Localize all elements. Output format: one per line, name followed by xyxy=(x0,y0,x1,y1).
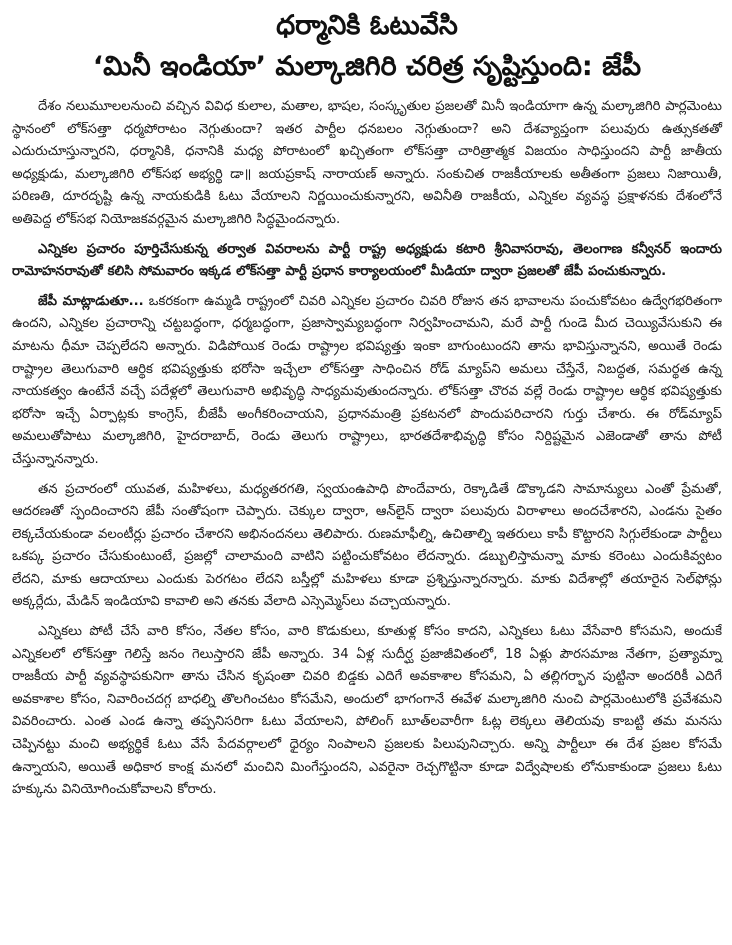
article-paragraph-1: దేశం నలుమూలలనుంచి వచ్చిన వివిధ కులాల, మతాల, భాషల, సంస్కృతుల ప్రజలతో మినీ ఇండియాగా ఉన్న మల్కాజిగిరి పార్లమెంటు స్థానంలో లోక్‌సత్తా ధర్మపోరాటం నెగ్గుతుందా? ఇతర పార్టీల ధనబలం నెగ్గుతుందా? అని దేశవ్యాప్తంగా పలువురు ఉత్సుకతతో ఎదురుచూస్తున్నారని, ధర్మానికి, ధనానికి మధ్య పోరాటంలో ఖచ్చితంగా లోక్‌సత్తా చారిత్రాత్మక విజయం సాధిస్తుందని పార్టీ జాతీయ అధ్యక్షుడు, మల్కాజిగిరి లోక్‌సభ అభ్యర్థి డా॥ జయప్రకాష్ నారాయణ్ అన్నారు. సంకుచిత రాజకీయాలకు అతీతంగా ప్రజలు నిజాయితీ, పరిణతి, దూరదృష్టి ఉన్న నాయకుడికి ఓటు వేయాలని నిర్ణయించుకున్నారని, అవినీతి రాజకీయ, ఎన్నికల వ్యవస్థ ప్రక్షాళనకు దేశంలోనే అతిపెద్ద లోక్‌సభ నియోజకవర్గమైన మల్కాజిగిరి సిద్ధమైందన్నారు. xyxy=(12,99,722,227)
article-paragraph-4: తన ప్రచారంలో యువత, మహిళలు, మధ్యతరగతి, స్వయంఉపాధి పొందేవారు, రెక్కాడితే డొక్కాడని సామాన్యులు ఎంతో ప్రేమతో, ఆదరణతో స్పందించారని జేపీ సంతోషంగా చెప్పారు. చెక్కుల ద్వారా, ఆన్‌లైన్ ద్వారా పలువురు విరాళాలు అందచేశారని, ఎండను సైతం లెక్కచేయకుండా వలంటీర్లు ప్రచారం చేశారని అభినందనలు తెలిపారు. రుణమాఫీల్ని, ఉచితాల్ని ఇతరులు కాపీ కొట్టారని సిగ్గులేకుండా పార్టీలు ఒకప్క ప్రచారం చేసుకుంటుంటే, ప్రజల్లో చాలామంది వాటిని పట్టించుకోవటం లేదన్నారు. డబ్బులిస్తామన్నా మాకు కరెంటు ఎందుకివ్వటం లేదని, మాకు ఆదాయాలు ఎందుకు పెరగటం లేదని బస్తీల్లో మహిళలు కూడా ప్రశ్నిస్తున్నారన్నారు. మాకు విదేశాల్లో తయారైన సెల్‌ఫోన్లు అక్కర్లేదు, మేడిన్ ఇండియావి కావాలి అని తనకు వేలాది ఎస్సెమ్మెస్‌లు వచ్చాయన్నారు. xyxy=(12,481,722,610)
article-paragraph-3 xyxy=(12,291,722,472)
article-paragraph-2: ఎన్నికల ప్రచారం పూర్తిచేసుకున్న తర్వాత వివరాలను పార్టీ రాష్ట్ర అధ్యక్షుడు కటారి శ్రీనివాసరావు, తెలంగాణ కన్వీనర్ ఇందారు రామోహనరావుతో కలిసి సోమవారం ఇక్కడ లోక్‌సత్తా పార్టీ ప్రధాన కార్యాలయంలో మీడియా ద్వారా ప్రజలతో జేపీ పంచుకున్నారు. xyxy=(12,241,722,280)
paragraph-lead-in: జేపీ మాట్లాడుతూ... xyxy=(38,293,144,309)
headline-line-1: ధర్మానికి ఓటువేసి xyxy=(276,10,458,41)
article-body xyxy=(12,96,722,802)
headline xyxy=(12,6,722,88)
paragraph-body: ఒకరకంగా ఉమ్మడి రాష్ట్రంలో చివరి ఎన్నికల ప్రచారం చివరి రోజున తన భావాలను పంచుకోవటం ఉద్వేగభరితంగా ఉందని, ఎన్నికల ప్రచారాన్ని చట్టబద్ధంగా, ధర్మబద్ధంగా, ప్రజాస్వామ్యబద్ధంగా నిర్వహించామని, మరే పార్టీ గుండె మీద చెయ్యివేసుకుని ఈ మాటను ధీమా చెప్పలేదని అన్నారు. విడిపోయిక రెండు రాష్ట్రాల భవిష్యత్తు ఇంకా బాగుంటుందని తాను భావిస్తున్నానని, అయితే రెండు రాష్ట్రాల తెలుగువారి ఆర్థిక భవిష్యత్తుకు భరోసా ఇచ్చేలా లోక్‌సత్తా సాధించిన రోడ్ మ్యాప్‌ని అమలు చేస్తేనే, నిబద్ధత, సమర్థత ఉన్న నాయకత్వం ఉంటేనే వచ్చే పదేళ్లలో తెలుగువారి అభివృద్ధి సాధ్యమవుతుందన్నారు. లోక్‌సత్తా చొరవ వల్లే రెండు రాష్ట్రాల ఆర్థిక భవిష్యత్తుకు భరోసా ఇచ్చే ఏర్పాట్లకు కాంగ్రెస్, బీజేపీ అంగీకరించాయని, ప్రధానమంత్రి ప్రకటనలో పొందుపరిచారని గుర్తు చేశారు. ఈ రోడ్‌మ్యాప్ అమలుతోపాటు మల్కాజిగిరి, హైదరాబాద్, రెండు తెలుగు రాష్ట్రాలు, భారతదేశాభివృద్ధి కోసం నిర్దిష్టమైన ఎజెండాతో తాను పోటీ చేస్తున్నానన్నారు. xyxy=(12,293,722,467)
headline-line-2: ‘మినీ ఇండియా’ మల్కాజిగిరి చరిత్ర సృష్టిస్తుంది: జేపీ xyxy=(92,51,642,82)
article-paragraph-5: ఎన్నికలు పోటీ చేసే వారి కోసం, నేతల కోసం, వారి కొడుకులు, కూతుళ్ల కోసం కాదని, ఎన్నికలు ఓటు వేసేవారి కోసమని, అందుకే ఎన్నికలలో లోక్‌సత్తా గెలిస్తే జనం గెలుస్తారని జేపీ అన్నారు. 34 ఏళ్ల సుదీర్ఘ ప్రజాజీవితంలో, 18 ఏళ్లు పౌరసమాజ నేతగా, ప్రత్యామ్నా రాజకీయ పార్టీ వ్యవస్థాపకునిగా తాను చేసిన కృషంతా చివరి బిడ్డకు ఎదిగే అవకాశాల కోసమని, ఏ తల్లిగర్భాన పుట్టినా అందరికీ ఎదిగే అవకాశాల కోసం, నివారించదగ్గ బాధల్ని తొలగించటం కోసమేని, అందులో భాగంగానే ఈవేళ మల్కాజిగిరి నుంచి పార్లమెంటులోకి ప్రవేశమని వివరించారు. ఎంత ఎండ ఉన్నా తప్పనిసరిగా ఓటు వేయాలని, పోలింగ్ బూత్‌లవారీగా ఓట్ల లెక్కలు తెలియవు కాబట్టి తమ మనసు చెప్పినట్టు మంచి అభ్యర్థికే ఓటు వేసే పేదవర్గాలలో ధైర్యం నింపాలని ప్రజలకు పిలుపునిచ్చారు. అన్ని పార్టీలూ ఈ దేశ ప్రజల కోసమే ఉన్నాయని, అయితే అధికార కాంక్ష మనలో మంచిని మింగేస్తుందని, ఎవరైనా రెచ్చగొట్టినా కూడా విద్వేషాలకు లోనుకాకుండా ప్రజలు ఓటు హక్కును వినియోగించుకోవాలని కోరారు. xyxy=(12,624,723,798)
